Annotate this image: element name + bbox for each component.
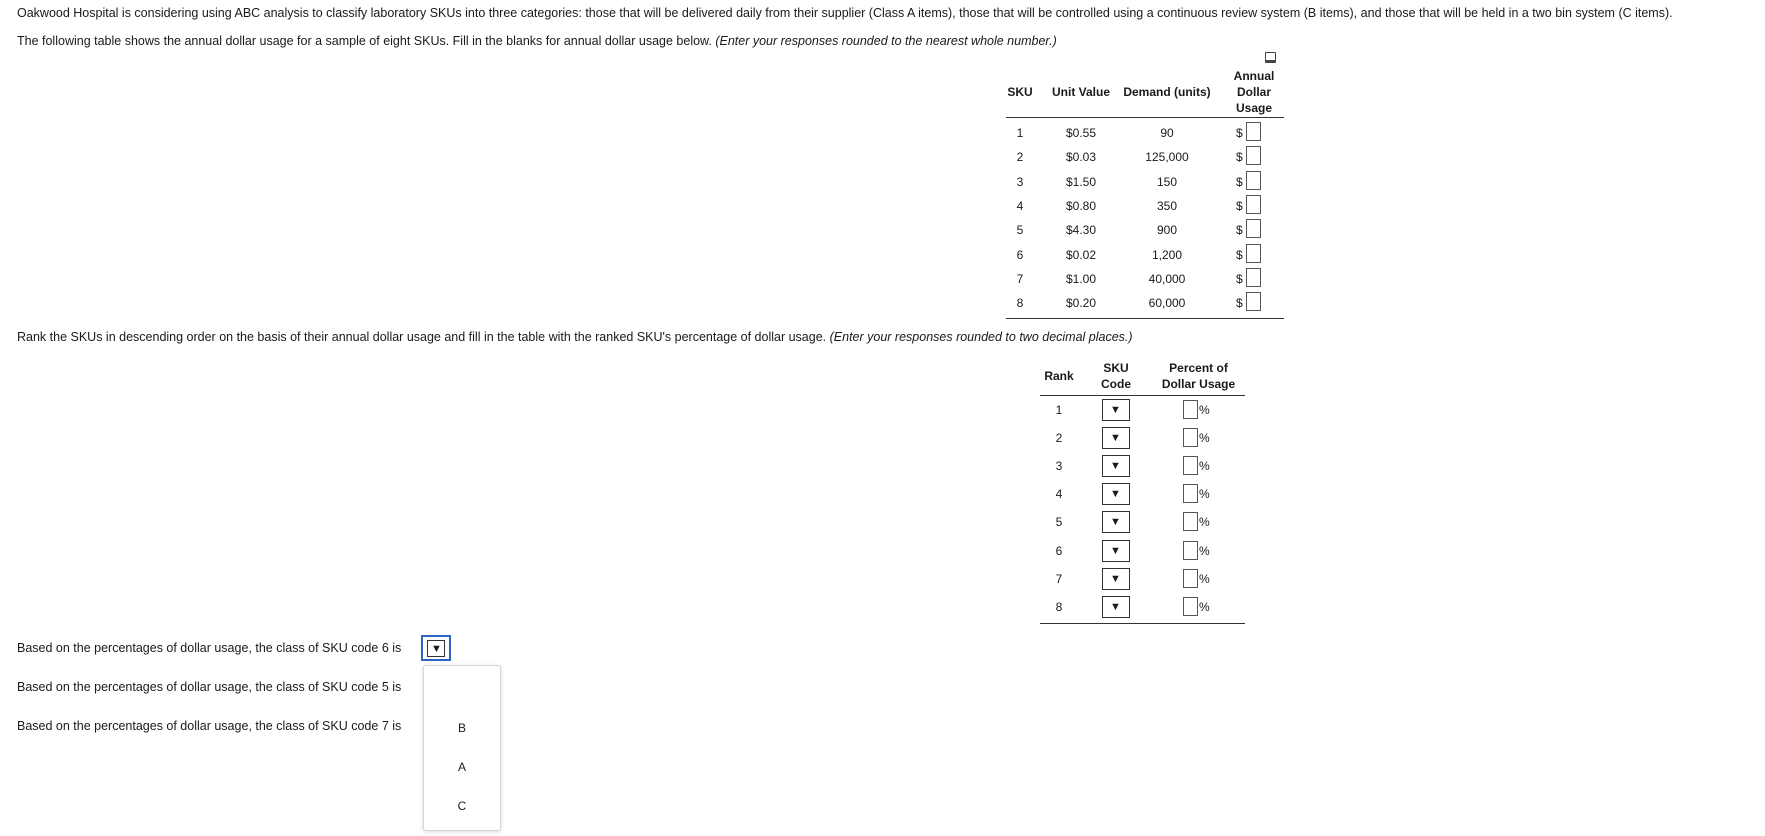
- cell-rank: 6: [1055, 543, 1063, 558]
- class-option-b[interactable]: B: [457, 721, 466, 735]
- intro-line-2-hint: (Enter your responses rounded to the nearest whole number.): [715, 34, 1057, 48]
- percent-input[interactable]: [1183, 569, 1198, 588]
- cell-rank: 2: [1055, 431, 1063, 446]
- sku-code-dropdown[interactable]: [1102, 483, 1130, 505]
- class-question-sku5: Based on the percentages of dollar usage, the class of SKU code 5 is: [17, 680, 402, 694]
- chevron-down-icon: ▼: [1110, 432, 1121, 445]
- dollar-sign: $: [1236, 271, 1243, 286]
- chevron-down-icon: ▼: [1110, 516, 1121, 529]
- cell-demand: 350: [1156, 198, 1178, 213]
- table2-header: [1040, 360, 1245, 396]
- cell-demand: 40,000: [1148, 271, 1186, 286]
- cell-unit-value: $1.00: [1065, 271, 1097, 286]
- chevron-down-icon: ▼: [1110, 404, 1121, 416]
- table2-row: [1040, 508, 1245, 536]
- cell-unit-value: $0.03: [1065, 150, 1097, 165]
- table1-row: [1006, 145, 1284, 169]
- percent-sign: %: [1199, 487, 1210, 502]
- rank-instructions: [17, 330, 1133, 344]
- cell-sku: 5: [1016, 223, 1024, 238]
- table1-header: [1006, 67, 1284, 118]
- table1-row: [1006, 291, 1284, 315]
- cell-unit-value: $0.55: [1065, 126, 1097, 140]
- table2-row: [1040, 593, 1245, 621]
- header-sku-code-2: Code: [1101, 377, 1131, 391]
- sku-code-dropdown[interactable]: [1102, 427, 1130, 449]
- header-sku-code-1: SKU: [1103, 361, 1129, 375]
- cell-rank: 4: [1055, 487, 1063, 502]
- percent-input[interactable]: [1183, 400, 1198, 419]
- cell-rank: 5: [1055, 515, 1063, 530]
- rank-instructions-text: Rank the SKUs in descending order on the basis of their annual dollar usage and fill in the table with the ranked SKU's percentage of dollar usage.: [17, 330, 827, 344]
- percent-sign: %: [1199, 543, 1210, 558]
- dollar-sign: $: [1236, 296, 1243, 311]
- cell-sku: 7: [1016, 271, 1024, 286]
- cell-unit-value: $1.50: [1065, 174, 1097, 189]
- intro-line-2: [17, 34, 1057, 48]
- class-question-sku6: Based on the percentages of dollar usage, the class of SKU code 6 is: [17, 641, 402, 655]
- cell-rank: 1: [1055, 403, 1063, 417]
- rank-instructions-hint: (Enter your responses rounded to two decimal places.): [829, 330, 1133, 344]
- table1-row: [1006, 267, 1284, 291]
- cell-sku: 8: [1016, 296, 1024, 311]
- table2-row: [1040, 424, 1245, 452]
- sku-code-dropdown[interactable]: [1102, 568, 1130, 590]
- cell-unit-value: $0.02: [1065, 247, 1097, 262]
- header-demand: Demand (units): [1123, 85, 1211, 99]
- table2-row: [1040, 480, 1245, 508]
- chevron-down-icon: ▼: [1110, 460, 1121, 473]
- header-sku: SKU: [1007, 85, 1033, 99]
- cell-demand: 1,200: [1151, 247, 1183, 262]
- percent-sign: %: [1199, 403, 1210, 417]
- annual-dollar-usage-input[interactable]: [1246, 146, 1261, 165]
- sku-code-dropdown[interactable]: [1102, 540, 1130, 562]
- dollar-sign: $: [1236, 198, 1243, 213]
- percent-sign: %: [1199, 431, 1210, 446]
- chevron-down-icon: ▼: [1110, 544, 1121, 557]
- class-question-sku7: Based on the percentages of dollar usage, the class of SKU code 7 is: [17, 719, 402, 733]
- cell-sku: 3: [1016, 174, 1024, 189]
- intro-line-2-text: The following table shows the annual dollar usage for a sample of eight SKUs. Fill in the blanks for annual dollar usage below.: [17, 34, 712, 48]
- dollar-sign: $: [1236, 223, 1243, 238]
- dollar-sign: $: [1236, 150, 1243, 165]
- cell-rank: 7: [1055, 571, 1063, 586]
- cell-demand: 125,000: [1145, 150, 1189, 165]
- cell-rank: 8: [1055, 599, 1063, 614]
- print-icon[interactable]: [1265, 52, 1276, 63]
- dollar-sign: $: [1236, 174, 1243, 189]
- header-unit-value: Unit Value: [1051, 85, 1110, 99]
- cell-demand: 90: [1160, 126, 1174, 140]
- cell-unit-value: $4.30: [1065, 223, 1097, 238]
- percent-input[interactable]: [1183, 428, 1198, 447]
- percent-input[interactable]: [1183, 456, 1198, 475]
- header-percent-2: Dollar Usage: [1161, 377, 1236, 391]
- dollar-sign: $: [1236, 247, 1243, 262]
- class-sku6-dropdown[interactable]: [421, 635, 451, 661]
- chevron-down-icon: ▼: [1110, 488, 1121, 501]
- percent-sign: %: [1199, 599, 1210, 614]
- class-option-a[interactable]: A: [457, 760, 466, 774]
- table1-bottom-rule: [1006, 318, 1284, 319]
- table1-row: [1006, 243, 1284, 267]
- annual-dollar-usage-input[interactable]: [1246, 171, 1261, 190]
- chevron-down-icon: ▼: [1110, 572, 1121, 585]
- sku-code-dropdown[interactable]: [1102, 596, 1130, 618]
- table1-row: [1006, 170, 1284, 194]
- percent-input[interactable]: [1183, 512, 1198, 531]
- cell-demand: 60,000: [1148, 296, 1186, 311]
- cell-sku: 2: [1016, 150, 1024, 165]
- header-rank: Rank: [1044, 369, 1074, 383]
- percent-input[interactable]: [1183, 597, 1198, 616]
- header-percent-1: Percent of: [1169, 361, 1228, 375]
- percent-sign: %: [1199, 459, 1210, 474]
- table2-row: [1040, 565, 1245, 593]
- intro-line-1: Oakwood Hospital is considering using ABC analysis to classify laboratory SKUs into three categories: those that will be delivered daily from their supplier (Class A items), those that will be controlled using a continuous review system (B items), and those that will be held in a two bin system (C items).: [17, 6, 1673, 20]
- annual-dollar-usage-input[interactable]: [1246, 268, 1261, 287]
- sku-code-dropdown[interactable]: [1102, 455, 1130, 477]
- cell-unit-value: $0.20: [1065, 296, 1097, 311]
- percent-input[interactable]: [1183, 484, 1198, 503]
- cell-sku: 1: [1016, 126, 1024, 140]
- table2-bottom-rule: [1040, 623, 1245, 624]
- table1-row: [1006, 218, 1284, 242]
- table2-row: [1040, 537, 1245, 565]
- sku-code-dropdown[interactable]: [1102, 511, 1130, 533]
- annual-dollar-usage-input[interactable]: [1246, 122, 1261, 141]
- header-annual: Annual: [1233, 69, 1275, 83]
- dollar-sign: $: [1236, 126, 1243, 140]
- class-option-c[interactable]: C: [457, 799, 467, 813]
- header-usage: Usage: [1235, 101, 1273, 115]
- cell-unit-value: $0.80: [1065, 198, 1097, 213]
- annual-dollar-usage-input[interactable]: [1246, 292, 1261, 311]
- chevron-down-icon: ▼: [431, 643, 442, 655]
- annual-dollar-usage-input[interactable]: [1246, 219, 1261, 238]
- cell-sku: 6: [1016, 247, 1024, 262]
- class-sku6-dropdown-inner: [427, 640, 445, 657]
- sku-code-dropdown[interactable]: [1102, 399, 1130, 421]
- table2-row: [1040, 452, 1245, 480]
- table2-row: [1040, 396, 1245, 424]
- annual-dollar-usage-input[interactable]: [1246, 195, 1261, 214]
- chevron-down-icon: ▼: [1110, 600, 1121, 613]
- header-dollar: Dollar: [1236, 85, 1271, 99]
- percent-sign: %: [1199, 571, 1210, 586]
- class-dropdown-menu: [423, 665, 501, 831]
- table1-row: [1006, 121, 1284, 145]
- annual-dollar-usage-input[interactable]: [1246, 244, 1261, 263]
- cell-sku: 4: [1016, 198, 1024, 213]
- percent-input[interactable]: [1183, 541, 1198, 560]
- cell-demand: 900: [1156, 223, 1178, 238]
- cell-demand: 150: [1156, 174, 1178, 189]
- table1-row: [1006, 194, 1284, 218]
- percent-sign: %: [1199, 515, 1210, 530]
- cell-rank: 3: [1055, 459, 1063, 474]
